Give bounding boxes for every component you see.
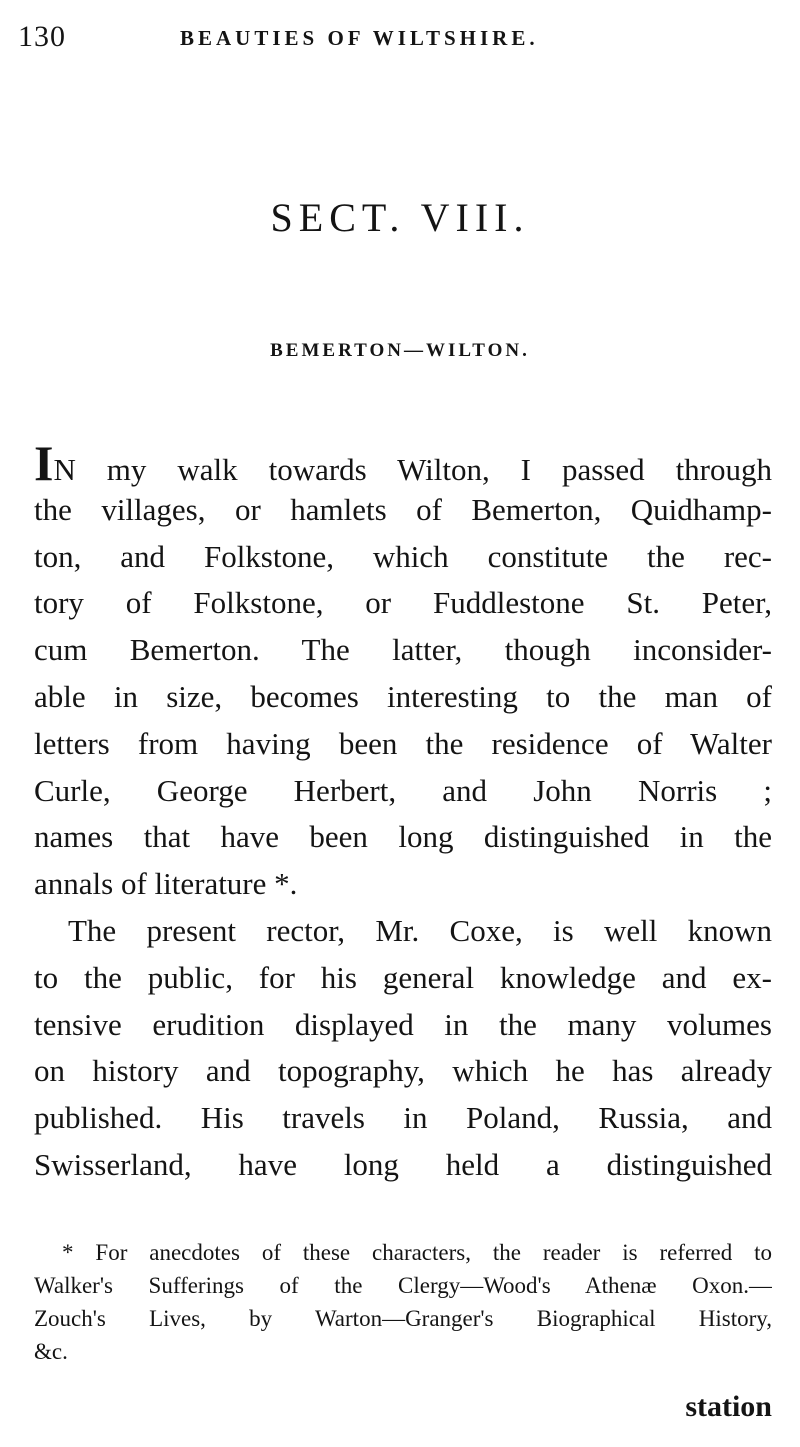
text-line: ton, and Folkstone, which constitute the rec- — [34, 538, 772, 574]
footnote-line: * For anecdotes of these characters, the reader is referred to — [62, 1240, 772, 1265]
running-head — [18, 20, 778, 60]
footnote — [34, 1236, 772, 1368]
text-line: published. His travels in Poland, Russia, and — [34, 1100, 772, 1136]
footnote-line: &c. — [34, 1339, 68, 1364]
text-line: annals of literature *. — [34, 866, 298, 902]
page-number: 130 — [18, 20, 66, 53]
catchword: station — [685, 1390, 772, 1423]
body-text — [34, 440, 772, 1189]
text-line: tensive erudition displayed in the many volumes — [34, 1006, 772, 1042]
section-title: SECT. VIII. — [270, 195, 530, 240]
footnote-line: Zouch's Lives, by Warton—Granger's Biographical History, — [34, 1306, 772, 1331]
text-line: tory of Folkstone, or Fuddlestone St. Peter, — [34, 585, 772, 621]
text-line: letters from having been the residence of Walter — [34, 725, 772, 761]
text-line: IN my walk towards Wilton, I passed through — [34, 440, 772, 487]
text-line: cum Bemerton. The latter, though inconsider- — [34, 632, 772, 668]
section-subtitle: BEMERTON—WILTON. — [270, 340, 530, 361]
text-line: Swisserland, have long held a distinguished — [34, 1146, 772, 1182]
text-line: the villages, or hamlets of Bemerton, Quidhamp- — [34, 491, 772, 527]
text-line: on history and topography, which he has already — [34, 1053, 772, 1089]
running-title: BEAUTIES OF WILTSHIRE. — [180, 26, 539, 50]
drop-cap: I — [34, 440, 54, 487]
text-line: to the public, for his general knowledge and ex- — [34, 959, 772, 995]
footnote-line: Walker's Sufferings of the Clergy—Wood's Athenæ Oxon.— — [34, 1273, 772, 1298]
text-line: The present rector, Mr. Coxe, is well known — [68, 912, 772, 948]
text-line: Curle, George Herbert, and John Norris ; — [34, 772, 772, 808]
text-line: names that have been long distinguished in the — [34, 819, 772, 855]
text-line: able in size, becomes interesting to the man of — [34, 678, 772, 714]
